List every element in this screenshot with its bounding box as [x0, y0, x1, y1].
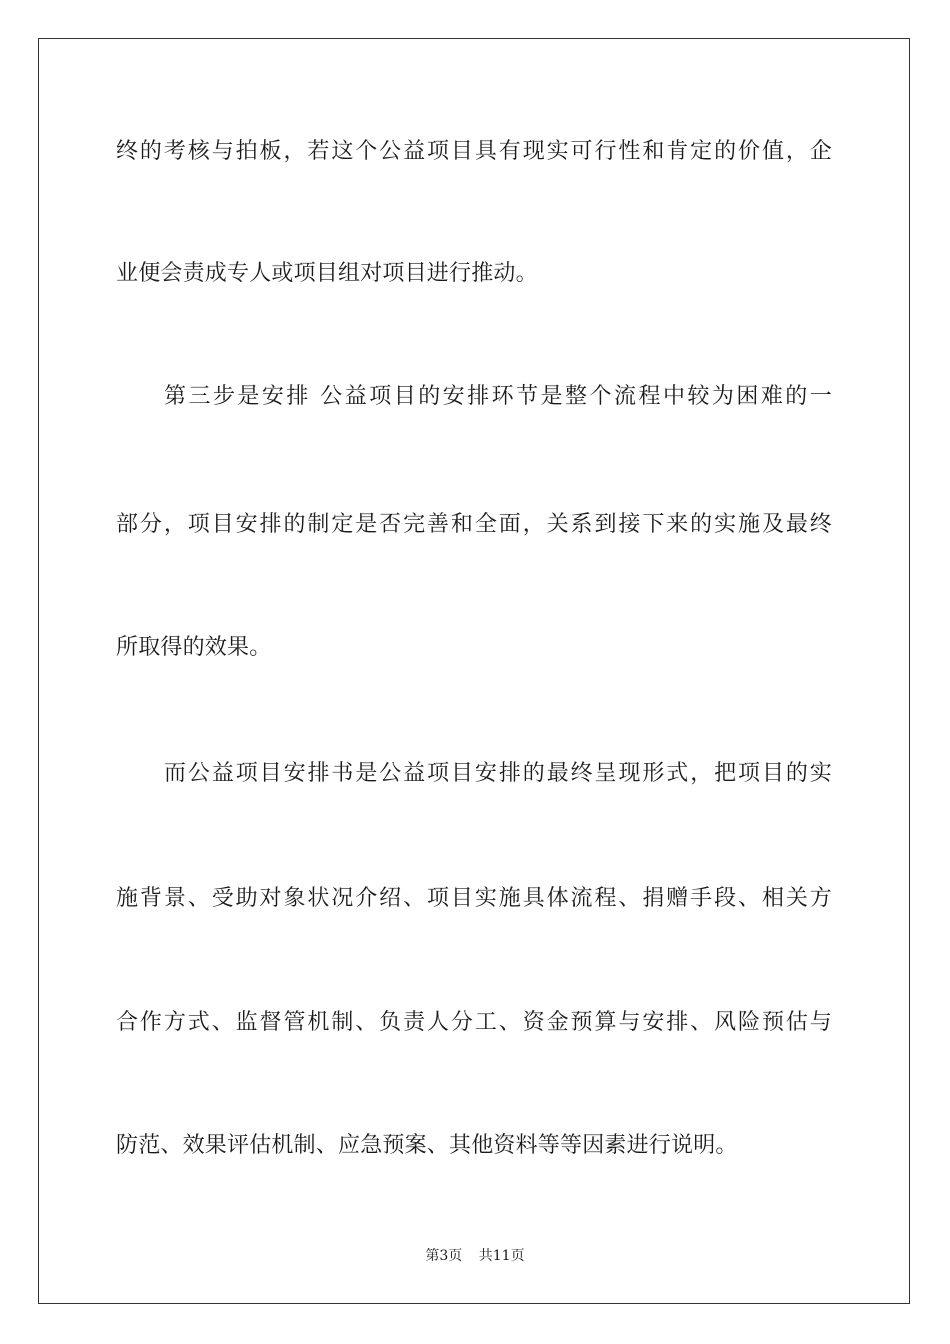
text-line: 业便会责成专人或项目组对项目进行推动。 — [116, 261, 538, 286]
page-footer — [0, 1246, 950, 1266]
text-line: 第三步是安排 公益项目的安排环节是整个流程中较为困难的一 — [164, 384, 832, 409]
text-line: 部分，项目安排的制定是否完善和全面，关系到接下来的实施及最终 — [116, 512, 832, 537]
text-line: 终的考核与拍板，若这个公益项目具有现实可行性和肯定的价值，企 — [116, 139, 832, 164]
text-line: 防范、效果评估机制、应急预案、其他资料等等因素进行说明。 — [116, 1133, 738, 1158]
page-border — [38, 38, 910, 1304]
text-line: 所取得的效果。 — [116, 635, 272, 660]
text-line: 而公益项目安排书是公益项目安排的最终呈现形式，把项目的实 — [164, 761, 832, 786]
text-line: 施背景、受助对象状况介绍、项目实施具体流程、捐赠手段、相关方 — [116, 886, 832, 911]
page-total: 共11页 — [478, 1248, 525, 1264]
page-number: 第3页 — [425, 1248, 463, 1264]
text-line: 合作方式、监督管机制、负责人分工、资金预算与安排、风险预估与 — [116, 1010, 832, 1035]
